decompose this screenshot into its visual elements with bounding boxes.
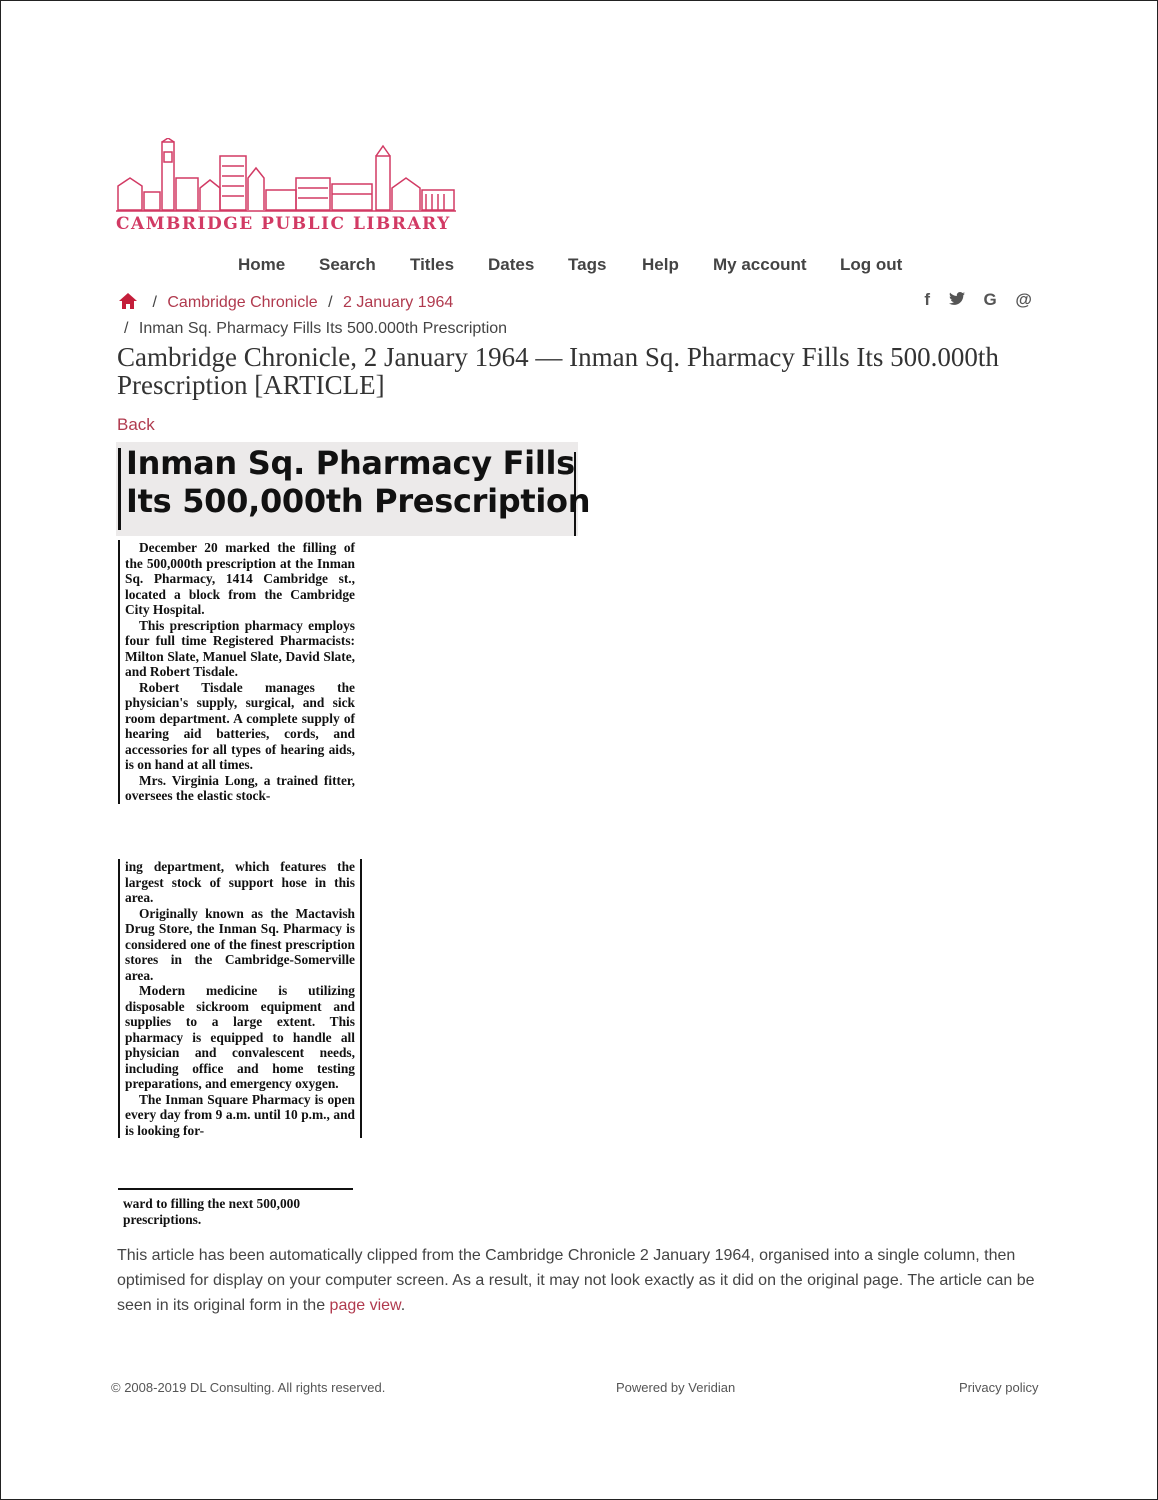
breadcrumb-date-link[interactable]: 2 January 1964 (343, 294, 454, 311)
facebook-icon[interactable]: f (924, 290, 930, 309)
footer-privacy-link[interactable]: Privacy policy (959, 1380, 1039, 1395)
nav-search[interactable]: Search (319, 255, 376, 274)
article-headline (126, 444, 590, 520)
article-column (118, 859, 362, 1138)
description-text: This article has been automatically clipped from the Cambridge Chronicle 2 January 1964, organised into a single column, then optimised for display on your computer screen. As a result, it may not look exactly as it did on the original page. The article can be seen in its original form in the (117, 1247, 1035, 1314)
nav-dates[interactable]: Dates (488, 255, 535, 274)
breadcrumb-separator: / (124, 320, 129, 337)
breadcrumb-newspaper-link[interactable]: Cambridge Chronicle (167, 294, 318, 311)
nav-tags[interactable]: Tags (568, 255, 607, 274)
clipping-description (117, 1243, 1047, 1318)
breadcrumb-separator: / (152, 294, 157, 311)
breadcrumb-current-label: Inman Sq. Pharmacy Fills Its 500.000th Prescription (138, 320, 508, 337)
article-paragraph: Mrs. Virginia Long, a trained fitter, oversees the elastic stock- (125, 772, 355, 803)
column-rule (118, 448, 121, 530)
article-column (118, 1188, 353, 1227)
footer-powered-by[interactable]: Powered by Veridian (616, 1380, 736, 1395)
share-icons (910, 290, 1032, 310)
nav-titles[interactable]: Titles (410, 255, 455, 274)
article-headline-image (116, 442, 591, 536)
article-paragraph: ward to filling the next 500,000 prescriptions. (123, 1196, 301, 1227)
google-icon[interactable]: G (983, 290, 997, 309)
description-end: . (400, 1297, 406, 1314)
breadcrumb-separator: / (328, 294, 333, 311)
breadcrumb-current (124, 320, 507, 338)
nav-log-out[interactable]: Log out (840, 255, 903, 274)
article-paragraph: ing department, which features the largest stock of support hose in this area. (125, 859, 355, 905)
article-paragraph: This prescription pharmacy employs four full time Registered Pharmacists: Milton Slate, Manuel Slate, David Slate, and Robert Tisdale. (125, 617, 355, 679)
footer-copyright: © 2008-2019 DL Consulting. All rights reserved. (111, 1380, 386, 1395)
nav-my-account[interactable]: My account (713, 255, 807, 274)
home-icon[interactable] (118, 292, 138, 310)
nav-help[interactable]: Help (642, 255, 679, 274)
article-paragraph: The Inman Square Pharmacy is open every day from 9 a.m. until 10 p.m., and is looking for- (125, 1091, 355, 1138)
article-paragraph: Robert Tisdale manages the physician's supply, surgical, and sick room department. A complete supply of hearing aid batteries, cords, and accessories for all types of hearing aids, is on hand at all times. (125, 679, 355, 772)
nav-home[interactable]: Home (238, 255, 286, 274)
breadcrumb (118, 292, 453, 312)
article-paragraph: Modern medicine is utilizing disposable sickroom equipment and supplies to a large extent. This pharmacy is equipped to handle all physician and convalescent needs, including office and home testing preparations, and emergency oxygen. (125, 983, 355, 1091)
back-link[interactable]: Back (117, 415, 155, 434)
page-title: Cambridge Chronicle, 2 January 1964 — Inman Sq. Pharmacy Fills Its 500.000th Prescription [ARTICLE] (117, 342, 999, 400)
twitter-icon[interactable] (949, 290, 970, 309)
headline-line: Its 500,000th Prescription (126, 482, 591, 520)
article-paragraph: December 20 marked the filling of the 500,000th prescription at the Inman Sq. Pharmacy, 1414 Cambridge st., located a block from the Cambridge City Hospital. (125, 540, 355, 617)
headline-line: Inman Sq. Pharmacy Fills (126, 444, 575, 482)
email-icon[interactable]: @ (1015, 290, 1032, 309)
article-column (118, 540, 355, 804)
library-logo-text: CAMBRIDGE PUBLIC LIBRARY (116, 214, 451, 234)
page-view-link[interactable]: page view (329, 1297, 401, 1314)
article-paragraph: Originally known as the Mactavish Drug Store, the Inman Sq. Pharmacy is considered one of the finest prescription stores in the Cambridge-Somerville area. (125, 905, 355, 983)
main-nav (0, 255, 1158, 279)
